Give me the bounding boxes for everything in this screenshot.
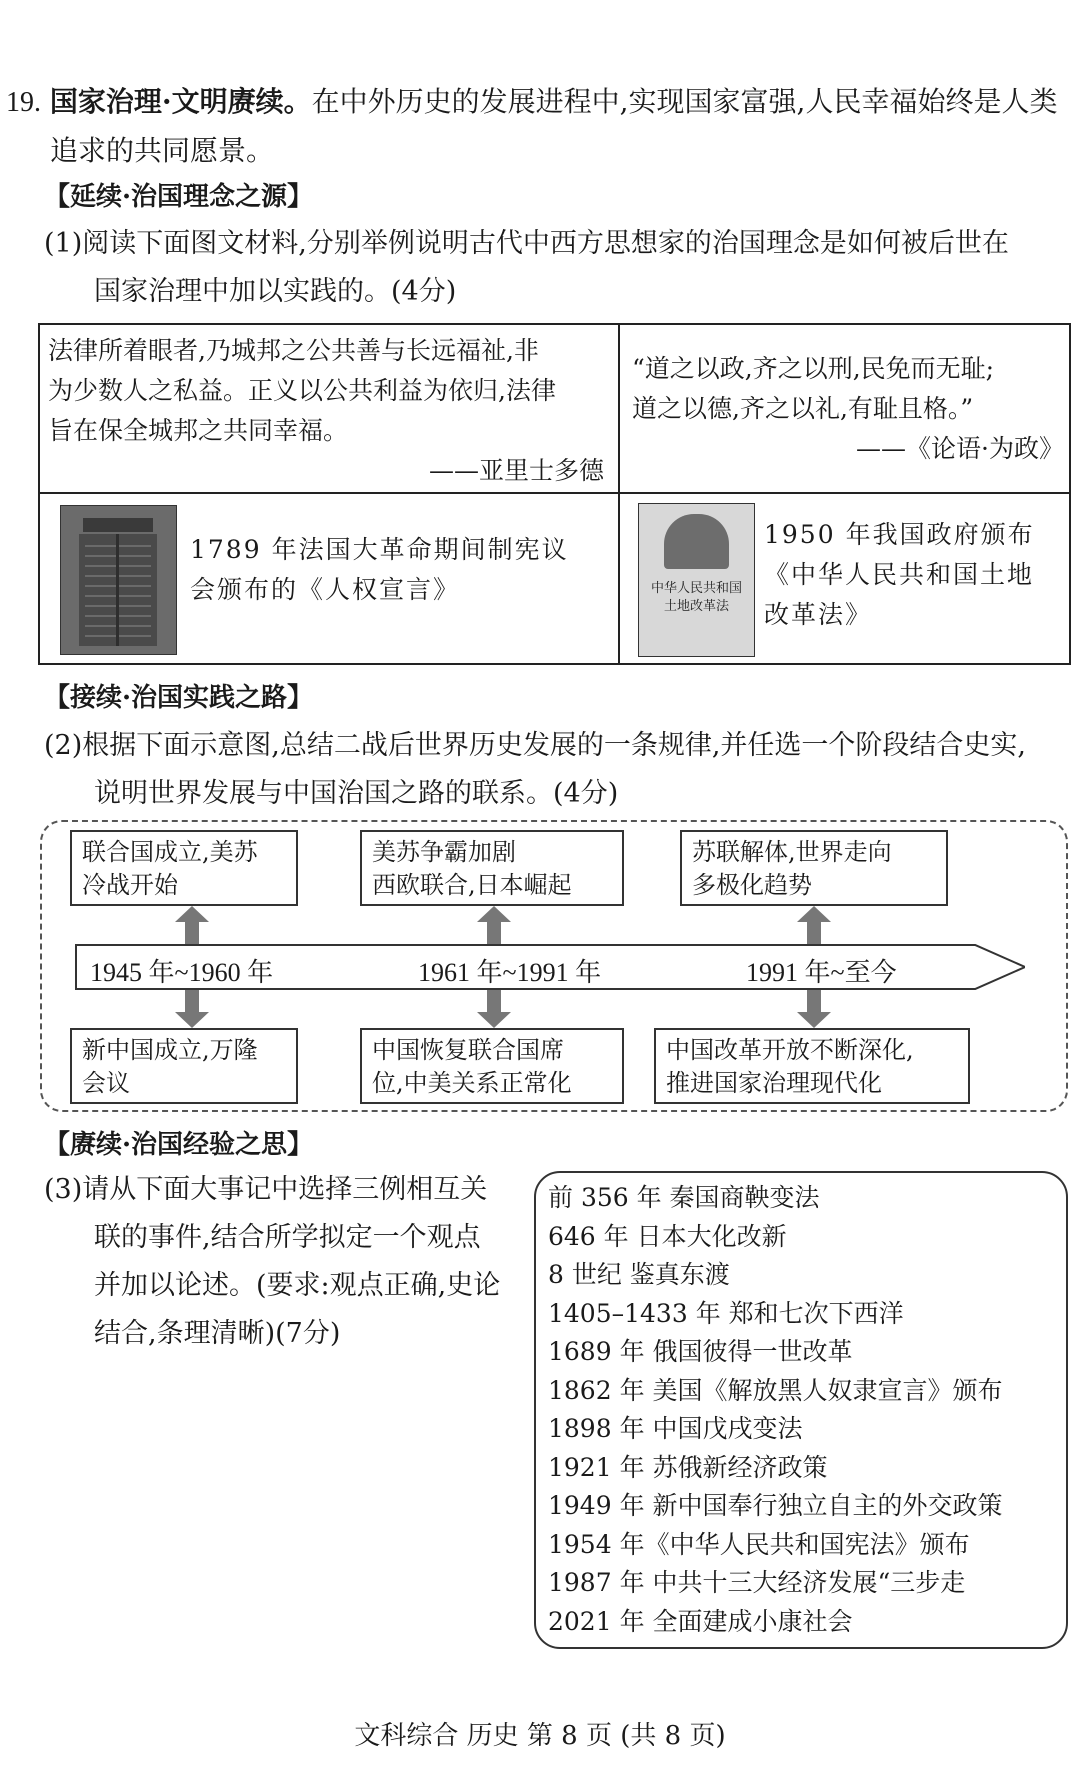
chronicle-item: 1862 年 美国《解放黑人奴隶宣言》颁布 bbox=[548, 1375, 1003, 1405]
material-table bbox=[38, 323, 1071, 665]
section1-prompt-line1: (1)阅读下面图文材料,分别举例说明古代中西方思想家的治国理念是如何被后世在 bbox=[44, 228, 1009, 259]
chronicle-item: 1987 年 中共十三大经济发展“三步走 bbox=[548, 1568, 966, 1597]
section1-prompt-line2: 国家治理中加以实践的。(4分) bbox=[94, 276, 457, 307]
question-intro: 在中外历史的发展进程中,实现国家富强,人民幸福始终是人类 bbox=[311, 85, 1058, 118]
world-event-text: 美苏争霸加剧 bbox=[372, 838, 516, 866]
section2-prompt bbox=[44, 722, 1080, 818]
question-intro-line2: 追求的共同愿景。 bbox=[50, 134, 275, 167]
aristotle-quote bbox=[48, 331, 608, 491]
declaration-of-rights-photo bbox=[60, 505, 177, 655]
table-divider-horizontal bbox=[40, 492, 1069, 494]
section3-prompt-line: 联的事件,结合所学拟定一个观点 bbox=[94, 1222, 481, 1253]
section3-heading: 【赓续·治国经验之思】 bbox=[44, 1130, 314, 1160]
chronicle-item: 1405–1433 年 郑和七次下西洋 bbox=[548, 1298, 904, 1328]
table-divider-vertical bbox=[618, 325, 620, 663]
arrow-down-icon bbox=[477, 990, 511, 1028]
chronicle-item: 8 世纪 鉴真东渡 bbox=[548, 1260, 730, 1289]
chronicle-item: 1949 年 新中国奉行独立自主的外交政策 bbox=[548, 1491, 1003, 1520]
arrow-up-icon bbox=[797, 906, 831, 944]
land-reform-caption-line: 《中华人民共和国土地 bbox=[764, 560, 1035, 589]
declaration-caption bbox=[190, 530, 610, 610]
declaration-tablet-illustration bbox=[61, 506, 176, 654]
aristotle-line: 旨在保全城邦之共同幸福。 bbox=[48, 416, 349, 445]
aristotle-line: 法律所着眼者,乃城邦之公共善与长远福祉,非 bbox=[48, 336, 539, 365]
china-event-text: 新中国成立,万隆 bbox=[82, 1036, 258, 1064]
section2-heading: 【接续·治国实践之路】 bbox=[44, 683, 314, 713]
world-event-text: 联合国成立,美苏 bbox=[82, 838, 258, 866]
world-event-box-1 bbox=[70, 830, 298, 906]
arrow-up-icon bbox=[477, 906, 511, 944]
china-event-box-1 bbox=[70, 1028, 298, 1104]
world-event-box-2 bbox=[360, 830, 624, 906]
section1-prompt bbox=[44, 220, 1080, 316]
page-footer: 文科综合 历史 第 8 页 (共 8 页) bbox=[354, 1721, 726, 1751]
world-event-text: 多极化趋势 bbox=[692, 871, 812, 899]
land-reform-law-book-photo bbox=[638, 503, 755, 657]
period-label-1: 1945 年~1960 年 bbox=[90, 958, 274, 987]
world-event-text: 苏联解体,世界走向 bbox=[692, 838, 892, 866]
aristotle-source: ——亚里士多德 bbox=[428, 456, 604, 485]
analects-line: 道之以德,齐之以礼,有耻且格。” bbox=[632, 394, 974, 423]
chronicle-item: 646 年 日本大化改新 bbox=[548, 1221, 787, 1251]
section2-prompt-line1: (2)根据下面示意图,总结二战后世界历史发展的一条规律,并任选一个阶段结合史实, bbox=[44, 730, 1026, 761]
declaration-caption-line: 1789 年法国大革命期间制宪议 bbox=[190, 535, 569, 564]
question-title: 国家治理·文明赓续。 bbox=[49, 85, 312, 118]
analects-line: “道之以政,齐之以刑,民免而无耻; bbox=[632, 354, 995, 383]
section2-prompt-line2: 说明世界发展与中国治国之路的联系。(4分) bbox=[94, 778, 619, 809]
land-reform-caption-line: 1950 年我国政府颁布 bbox=[764, 520, 1035, 549]
chronicle-item: 1921 年 苏俄新经济政策 bbox=[548, 1452, 828, 1482]
section1-heading: 【延续·治国理念之源】 bbox=[44, 182, 314, 212]
chronicle-item: 1898 年 中国戊戌变法 bbox=[548, 1414, 803, 1443]
china-event-text: 会议 bbox=[82, 1069, 130, 1097]
land-reform-caption bbox=[764, 515, 1064, 635]
china-event-box-2 bbox=[360, 1028, 624, 1104]
world-event-text: 冷战开始 bbox=[82, 871, 178, 899]
book-cover-line: 中华人民共和国 bbox=[650, 581, 742, 596]
chronicle-item: 1689 年 俄国彼得一世改革 bbox=[548, 1337, 853, 1366]
question-number: 19. bbox=[6, 87, 41, 118]
china-event-text: 推进国家治理现代化 bbox=[666, 1069, 882, 1097]
section3-prompt-line: (3)请从下面大事记中选择三例相互关 bbox=[44, 1174, 488, 1205]
period-label-2: 1961 年~1991 年 bbox=[418, 958, 602, 987]
chronicle-item: 1954 年《中华人民共和国宪法》颁布 bbox=[548, 1529, 970, 1559]
book-cover-title bbox=[643, 580, 750, 616]
arrow-up-icon bbox=[175, 906, 209, 944]
question-intro-line1 bbox=[6, 78, 1076, 127]
china-event-text: 中国恢复联合国席 bbox=[372, 1036, 564, 1064]
world-event-text: 西欧联合,日本崛起 bbox=[372, 871, 572, 899]
chronicle-box bbox=[534, 1171, 1068, 1649]
arrow-down-icon bbox=[797, 990, 831, 1028]
land-reform-caption-line: 改革法》 bbox=[764, 600, 873, 629]
world-event-box-3 bbox=[680, 830, 948, 906]
analects-quote bbox=[632, 349, 1064, 469]
section3-prompt-line: 并加以论述。(要求:观点正确,史论 bbox=[94, 1270, 501, 1301]
book-cover-line: 土地改革法 bbox=[663, 599, 729, 614]
portrait-illustration bbox=[664, 514, 729, 569]
arrow-down-icon bbox=[175, 990, 209, 1028]
question-header bbox=[6, 78, 1076, 175]
chronicle-item: 2021 年 全面建成小康社会 bbox=[548, 1606, 853, 1636]
period-label-3: 1991 年~至今 bbox=[746, 958, 897, 987]
timeline-arrowhead-icon bbox=[973, 944, 1025, 990]
china-event-text: 中国改革开放不断深化, bbox=[666, 1036, 914, 1064]
analects-source: ——《论语·为政》 bbox=[856, 434, 1064, 463]
china-event-box-3 bbox=[654, 1028, 970, 1104]
section3-prompt-line: 结合,条理清晰)(7分) bbox=[94, 1318, 341, 1349]
declaration-caption-line: 会颁布的《人权宣言》 bbox=[190, 575, 461, 604]
section3-prompt bbox=[44, 1166, 524, 1358]
aristotle-line: 为少数人之私益。正义以公共利益为依归,法律 bbox=[48, 376, 556, 405]
china-event-text: 位,中美关系正常化 bbox=[372, 1069, 572, 1097]
chronicle-item: 前 356 年 秦国商鞅变法 bbox=[548, 1183, 820, 1212]
